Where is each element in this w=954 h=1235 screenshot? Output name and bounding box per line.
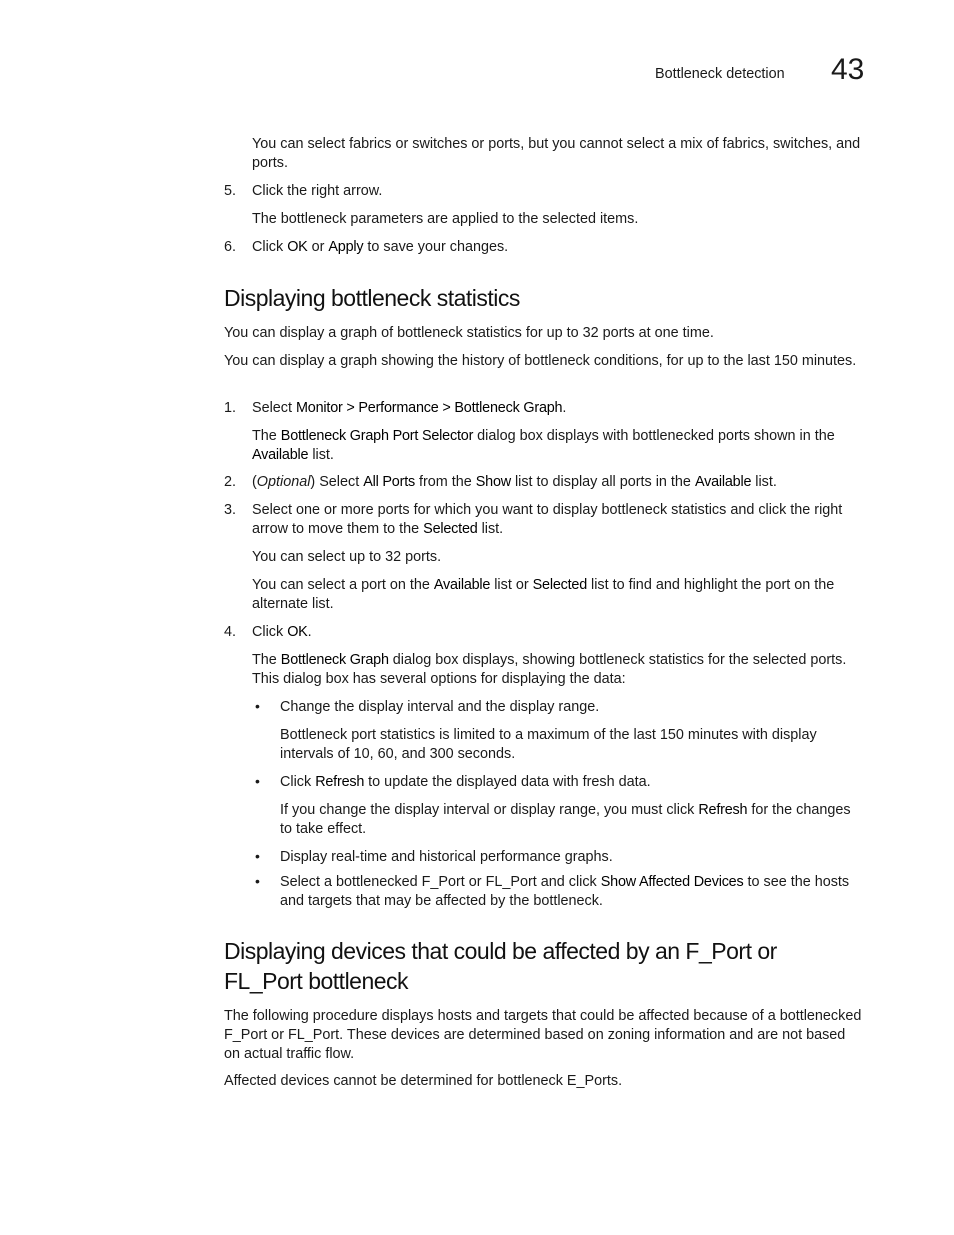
ui-dialog-name: Bottleneck Graph <box>280 652 389 668</box>
text-run: from the <box>414 474 476 490</box>
bullet-text <box>280 873 866 911</box>
ui-label-ok: OK <box>287 624 308 640</box>
bullet-note <box>280 801 866 839</box>
text-run: . <box>307 624 312 640</box>
bullet-text: Change the display interval and the display range. <box>280 699 600 715</box>
bullet-text: Display real-time and historical performance graphs. <box>280 849 613 865</box>
step-text <box>252 473 864 492</box>
text-run: list to find and highlight the port on the alternate list. <box>252 577 835 612</box>
text-run: for the changes to take effect. <box>280 802 851 837</box>
step-text <box>252 238 864 257</box>
text-run: You can select a port on the <box>252 577 434 593</box>
section-heading: Displaying devices that could be affected by an F_Port or <box>224 938 777 964</box>
text-run: to save your changes. <box>363 239 509 255</box>
text-run: If you change the display interval or display range, you must click <box>280 802 699 818</box>
bullet-note: Bottleneck port statistics is limited to a maximum of the last 150 minutes with display intervals of 10, 60, and 300 seconds. <box>280 727 817 762</box>
step-note: You can select up to 32 ports. <box>252 549 442 565</box>
step-note <box>252 427 864 465</box>
ui-button-name: Show Affected Devices <box>600 874 744 890</box>
text-run: list or <box>490 577 533 593</box>
ui-label-ok: OK <box>287 239 308 255</box>
step-text: Click the right arrow. <box>252 183 383 199</box>
text-run: dialog box displays, showing bottleneck statistics for the selected ports. This dialog box has several options for displaying the data: <box>252 652 847 687</box>
step-text <box>252 501 864 539</box>
section-heading-line2: FL_Port bottleneck <box>224 968 409 994</box>
text-run: The <box>252 428 281 444</box>
text-run: or <box>307 239 329 255</box>
section-heading: Displaying bottleneck statistics <box>224 285 520 311</box>
text-run: Click <box>280 774 316 790</box>
paragraph: You can display a graph showing the history of bottleneck conditions, for up to the last 150 minutes. <box>224 353 857 369</box>
step-note: The bottleneck parameters are applied to the selected items. <box>252 211 639 227</box>
text-run: Click <box>252 624 288 640</box>
text-run: list to display all ports in the <box>510 474 695 490</box>
bullet-marker: • <box>255 698 260 714</box>
paragraph: You can select fabrics or switches or ports, but you cannot select a mix of fabrics, switches, and ports. <box>252 136 861 171</box>
paragraph: The following procedure displays hosts and targets that could be affected because of a bottlenecked F_Port or FL_Port. These devices are determined based on zoning information and are not based on actual traffic flow. <box>224 1008 862 1062</box>
step-text <box>252 623 864 642</box>
bullet-marker: • <box>255 848 260 864</box>
step-number: 3. <box>224 502 237 518</box>
ui-button-name: Refresh <box>698 802 748 818</box>
ui-list-name: Selected <box>532 577 588 593</box>
paragraph: You can display a graph of bottleneck statistics for up to 32 ports at one time. <box>224 325 714 341</box>
text-run: The <box>252 652 281 668</box>
text-run: ( <box>252 474 257 490</box>
text-run: Select one or more ports for which you want to display bottleneck statistics and click the right arrow to move them to the <box>252 502 843 537</box>
text-run: list. <box>308 447 334 463</box>
text-run: list. <box>751 474 777 490</box>
bullet-marker: • <box>255 773 260 789</box>
text-run: to update the displayed data with fresh data. <box>364 774 651 790</box>
step-note <box>252 576 864 614</box>
ui-list-name: Selected <box>423 521 478 537</box>
text-run: to see the hosts and targets that may be affected by the bottleneck. <box>280 874 850 909</box>
chapter-number: 43 <box>831 53 865 86</box>
text-run: ) Select <box>310 474 364 490</box>
step-text <box>252 399 864 418</box>
step-number: 6. <box>224 239 237 255</box>
ui-list-name: Available <box>433 577 491 593</box>
bullet-text <box>280 773 866 792</box>
text-run: dialog box displays with bottlenecked ports shown in the <box>473 428 835 444</box>
paragraph: Affected devices cannot be determined for bottleneck E_Ports. <box>224 1073 623 1089</box>
ui-list-name: Available <box>252 447 309 463</box>
ui-menu-path: Monitor > Performance > Bottleneck Graph <box>296 400 563 416</box>
text-run: list. <box>477 521 504 537</box>
step-number: 5. <box>224 183 237 199</box>
step-number: 1. <box>224 400 237 416</box>
running-header-title: Bottleneck detection <box>655 66 785 82</box>
ui-button-name: Refresh <box>315 774 365 790</box>
step-number: 4. <box>224 624 237 640</box>
optional-label: Optional <box>256 474 311 490</box>
ui-list-name: Available <box>694 474 752 490</box>
ui-option-name: All Ports <box>363 474 415 490</box>
text-run: . <box>562 400 567 416</box>
text-run: Select <box>252 400 296 416</box>
step-number: 2. <box>224 474 237 490</box>
step-note <box>252 651 864 689</box>
ui-dialog-name: Bottleneck Graph Port Selector <box>280 428 474 444</box>
text-run: Click <box>252 239 288 255</box>
text-run: Select a bottlenecked F_Port or FL_Port and click <box>280 874 601 890</box>
bullet-marker: • <box>255 873 260 889</box>
ui-list-name: Show <box>475 474 511 490</box>
ui-label-apply: Apply <box>328 239 364 255</box>
